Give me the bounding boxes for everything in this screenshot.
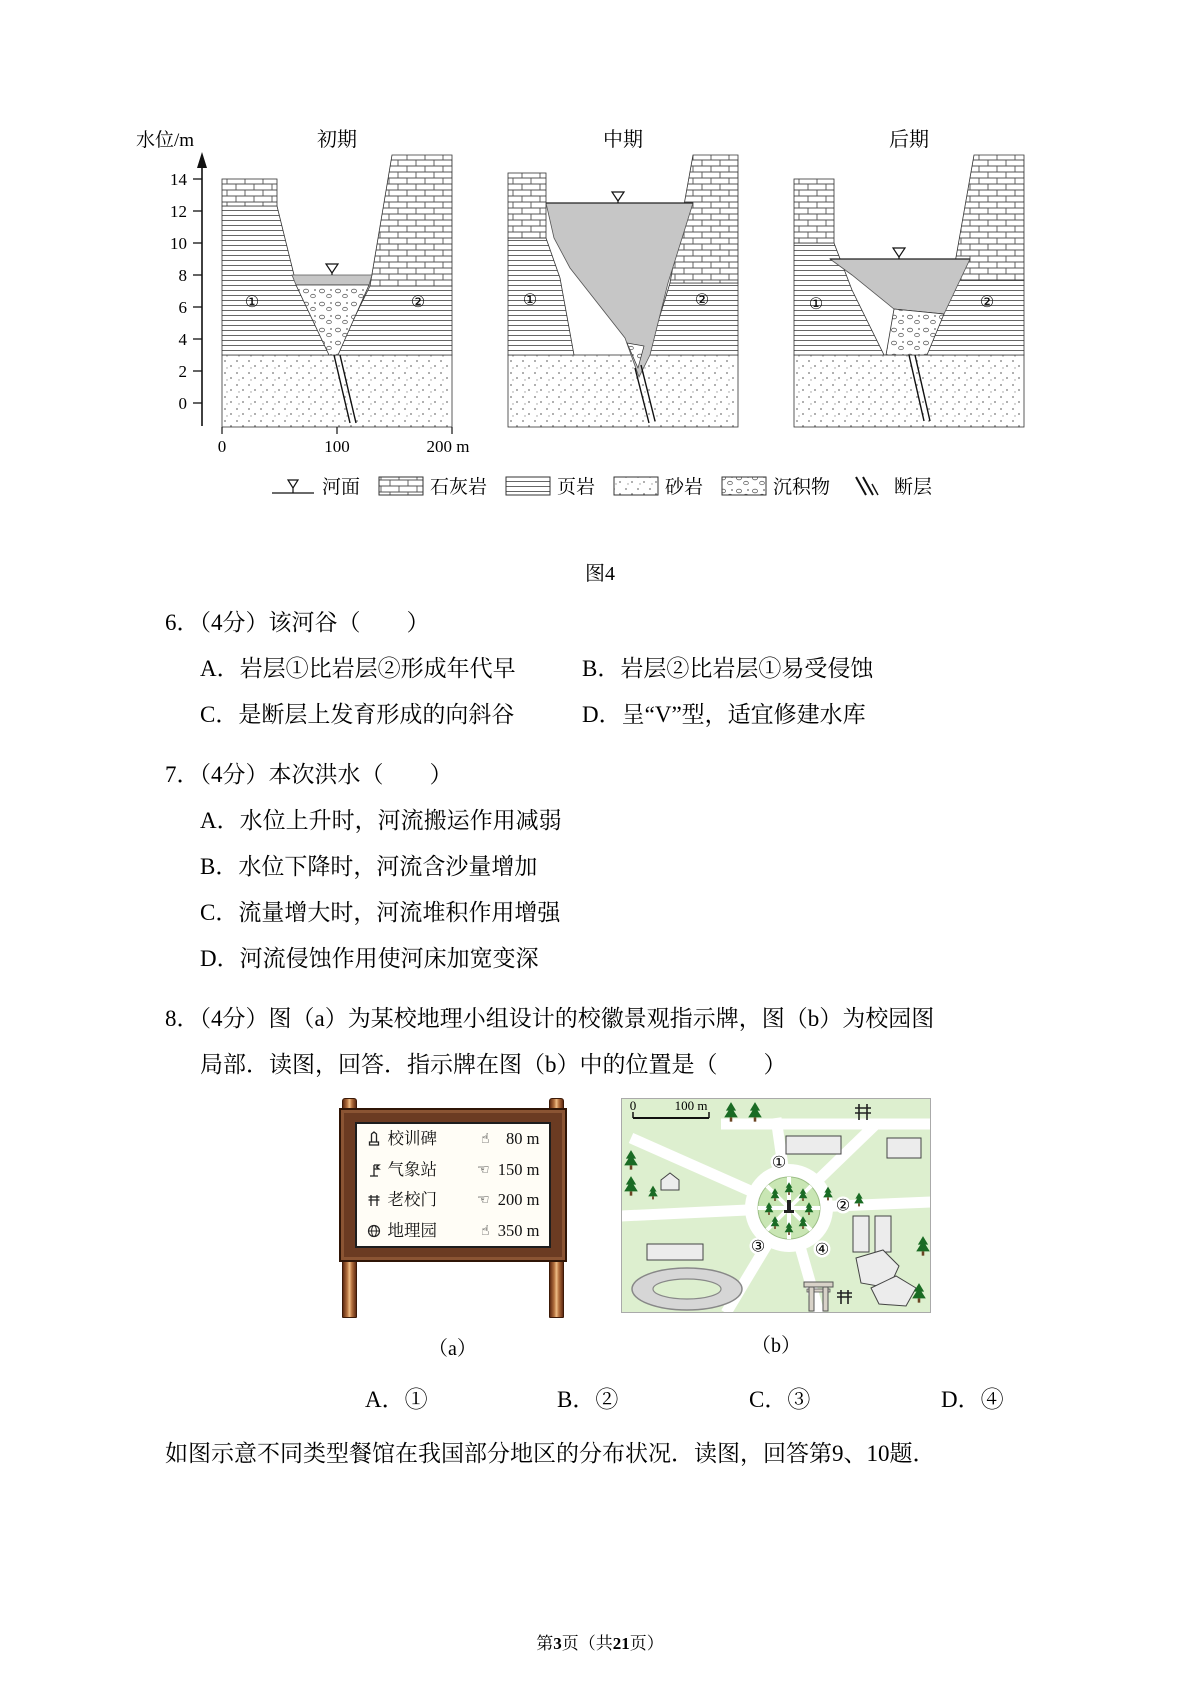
option-text: 流量增大时，河流堆积作用增强 xyxy=(238,900,561,925)
y-tick: 2 xyxy=(178,362,187,381)
option-text: ① xyxy=(404,1387,428,1412)
stratum-2-label: ② xyxy=(694,292,710,309)
question-stem-text: （4分）本次洪水（ ） xyxy=(199,762,453,787)
y-tick: 10 xyxy=(170,234,187,253)
scale-zero-label: 0 xyxy=(629,1098,637,1113)
x-tick: 200 m xyxy=(426,437,470,456)
sign-item-distance: 80 m xyxy=(506,1129,540,1148)
marker-4: ④ xyxy=(814,1241,830,1259)
sign-item-distance: 350 m xyxy=(497,1220,540,1240)
option-label: A． xyxy=(365,1387,405,1412)
question-stem-text: （4分）图（a）为某校地理小组设计的校徽景观指示牌，图（b）为校园图 xyxy=(199,1006,935,1031)
option-c xyxy=(200,890,1200,936)
option-label: B． xyxy=(200,854,239,879)
legend-label: 石灰岩 xyxy=(429,477,487,498)
legend-label: 河面 xyxy=(321,477,360,498)
figure-a-caption: （a） xyxy=(428,1338,477,1360)
legend-item-sediment xyxy=(719,472,830,499)
legend-item-fault xyxy=(846,472,932,499)
geo-garden-icon xyxy=(366,1223,382,1239)
question-7-options xyxy=(200,798,1200,982)
panel-title-middle: 中期 xyxy=(603,129,643,151)
option-d xyxy=(941,1377,1133,1423)
sign-board xyxy=(339,1108,567,1262)
stratum-1-label: ① xyxy=(244,294,260,311)
option-label: C． xyxy=(200,702,239,727)
y-axis xyxy=(170,152,207,426)
question-stem xyxy=(165,600,1200,646)
option-text: 岩层②比岩层①易受侵蚀 xyxy=(620,656,874,681)
stratum-1-label: ① xyxy=(808,296,824,313)
campus-sign xyxy=(339,1098,567,1322)
water-level-marker xyxy=(893,248,905,259)
panel-late xyxy=(794,155,1024,427)
option-c xyxy=(749,1377,941,1423)
legend-item-shale xyxy=(503,472,595,499)
figure-b xyxy=(620,1098,932,1358)
water-level-marker xyxy=(612,192,624,203)
option-b xyxy=(582,646,1200,692)
limestone-left xyxy=(508,173,546,238)
stratum-1-label: ① xyxy=(522,292,538,309)
y-tick: 4 xyxy=(178,330,187,349)
sign-item-name: 校训碑 xyxy=(387,1129,437,1148)
sign-item-distance: 200 m xyxy=(497,1190,540,1209)
question-stem-text: （4分）该河谷（ ） xyxy=(199,610,430,635)
option-label: B． xyxy=(582,656,621,681)
y-tick: 12 xyxy=(170,202,187,221)
limestone-icon xyxy=(376,474,426,498)
figure4-legend xyxy=(0,472,1200,499)
sign-row xyxy=(366,1159,540,1179)
footer-text: 页） xyxy=(629,1634,664,1653)
x-axis xyxy=(222,427,452,434)
option-text: 水位上升时，河流搬运作用减弱 xyxy=(239,808,562,833)
question-stem-line2: 局部．读图，回答．指示牌在图（b）中的位置是（ ） xyxy=(200,1052,787,1077)
figure-a xyxy=(335,1098,570,1361)
option-a xyxy=(200,646,582,692)
footer-text: 页（共 xyxy=(561,1634,613,1653)
option-b xyxy=(200,844,1200,890)
option-text: 水位下降时，河流含沙量增加 xyxy=(238,854,538,879)
option-text: 呈“V”型，适宜修建水库 xyxy=(621,702,866,727)
panel-title-late: 后期 xyxy=(889,129,929,151)
legend-label: 页岩 xyxy=(556,477,595,498)
figure4-section xyxy=(0,118,1200,586)
weather-station-icon xyxy=(366,1162,382,1178)
x-tick: 100 xyxy=(324,437,350,456)
figure4-caption: 图4 xyxy=(585,563,615,585)
footer-page-number: 3 xyxy=(553,1634,562,1653)
river-surface-icon xyxy=(268,474,318,498)
sign-row xyxy=(366,1220,540,1240)
question-stem-line1 xyxy=(165,996,1200,1042)
y-tick: 14 xyxy=(170,170,187,189)
fault-icon xyxy=(846,474,890,498)
question-number: 8． xyxy=(165,1006,200,1031)
option-label: C． xyxy=(200,900,239,925)
panel-early xyxy=(222,155,452,427)
x-tick: 0 xyxy=(217,437,227,456)
sign-row xyxy=(366,1131,540,1148)
limestone-left xyxy=(222,179,277,206)
question-8 xyxy=(165,996,1200,1423)
panel-title-early: 初期 xyxy=(317,129,357,151)
legend-item-limestone xyxy=(376,472,487,499)
limestone-right xyxy=(370,155,452,286)
direction-hand-icon: ☜ xyxy=(476,1161,490,1178)
option-label: D． xyxy=(941,1387,981,1412)
scale-100m-label: 100 m xyxy=(674,1098,708,1113)
option-text: 河流侵蚀作用使河床加宽变深 xyxy=(239,946,539,971)
legend-label: 砂岩 xyxy=(665,477,704,498)
question-6 xyxy=(165,600,1200,738)
y-tick: 0 xyxy=(178,394,187,413)
sandstone-icon xyxy=(611,474,661,498)
campus-map xyxy=(621,1098,931,1313)
sign-item-name: 地理园 xyxy=(387,1220,437,1240)
legend-item-sandstone xyxy=(611,472,703,499)
sign-item-name: 气象站 xyxy=(387,1159,437,1179)
option-text: ③ xyxy=(787,1387,811,1412)
river-valley-cross-sections xyxy=(130,118,1070,458)
water-level-marker xyxy=(326,264,338,275)
footer-text: 第 xyxy=(536,1634,554,1653)
marker-3: ③ xyxy=(750,1238,766,1256)
river-water xyxy=(292,275,372,285)
footer-total-pages: 21 xyxy=(612,1634,630,1653)
direction-hand-icon: ☝ xyxy=(480,1222,490,1239)
marker-1: ① xyxy=(771,1154,787,1172)
legend-label: 沉积物 xyxy=(773,477,831,498)
option-label: C． xyxy=(749,1387,788,1412)
limestone-left xyxy=(794,179,834,243)
sign-item-name: 老校门 xyxy=(387,1190,437,1209)
legend-item-river-surface xyxy=(268,472,360,499)
y-tick: 8 xyxy=(178,266,187,285)
direction-hand-icon: ☝ xyxy=(480,1131,490,1148)
question-8-figures xyxy=(335,1098,1200,1361)
stratum-2-label: ② xyxy=(979,294,995,311)
sign-row xyxy=(366,1192,540,1209)
question-number: 7． xyxy=(165,762,200,787)
page-footer xyxy=(0,1629,1200,1654)
y-axis-label: 水位/m xyxy=(136,130,195,151)
y-tick: 6 xyxy=(178,298,187,317)
option-b xyxy=(557,1377,749,1423)
question-6-options xyxy=(200,646,1200,738)
option-label: A． xyxy=(200,656,240,681)
option-label: B． xyxy=(557,1387,596,1412)
option-text: ④ xyxy=(980,1387,1004,1412)
shale-icon xyxy=(503,474,553,498)
option-label: A． xyxy=(200,808,240,833)
old-gate-icon xyxy=(366,1192,382,1208)
monument-icon xyxy=(366,1131,382,1147)
track-infield xyxy=(653,1279,721,1299)
direction-hand-icon: ☜ xyxy=(476,1192,490,1209)
question-stem xyxy=(165,752,1200,798)
question-7 xyxy=(165,752,1200,982)
option-d xyxy=(200,936,1200,982)
option-text: 是断层上发育形成的向斜谷 xyxy=(238,702,515,727)
marker-2: ② xyxy=(835,1197,851,1215)
sandstone-layer xyxy=(508,355,738,427)
option-a xyxy=(200,798,1200,844)
sediment-icon xyxy=(719,474,769,498)
legend-label: 断层 xyxy=(894,477,933,498)
option-label: D． xyxy=(582,702,622,727)
sign-item-distance: 150 m xyxy=(497,1159,540,1179)
question-number: 6． xyxy=(165,610,200,635)
option-d xyxy=(582,692,1200,738)
option-a xyxy=(365,1377,557,1423)
option-text: 岩层①比岩层②形成年代早 xyxy=(239,656,516,681)
option-c xyxy=(200,692,582,738)
question-8-options xyxy=(365,1377,1200,1423)
sandstone-layer xyxy=(794,355,1024,427)
figure-b-caption: （b） xyxy=(751,1335,801,1357)
panel-middle xyxy=(508,155,738,427)
sign-panel xyxy=(355,1122,551,1248)
option-label: D． xyxy=(200,946,240,971)
option-text: ② xyxy=(595,1387,619,1412)
stratum-2-label: ② xyxy=(410,294,426,311)
lead-in-text: 如图示意不同类型餐馆在我国部分地区的分布状况．读图，回答第9、10题． xyxy=(165,1441,936,1466)
